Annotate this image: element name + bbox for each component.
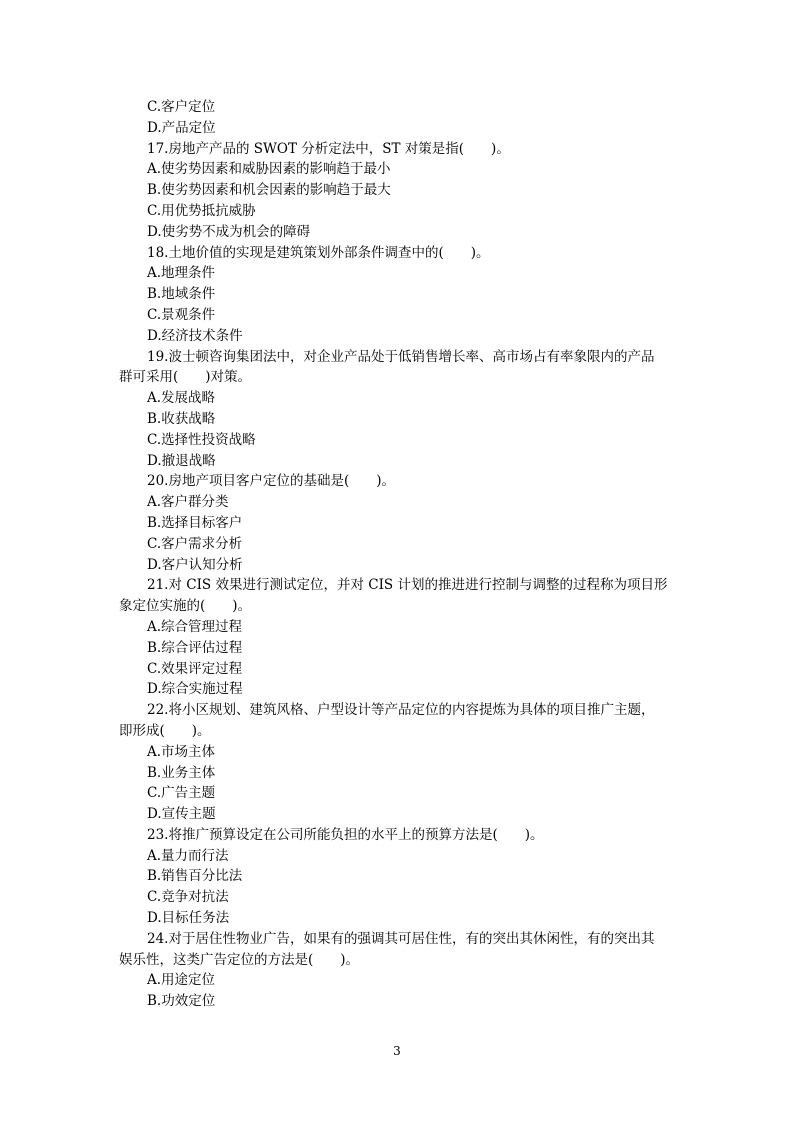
option-line: B.使劣势因素和机会因素的影响趋于最大 (147, 182, 391, 199)
option-line: B.收获战略 (147, 410, 216, 427)
option-line: B.功效定位 (147, 993, 216, 1010)
question-block (119, 575, 679, 700)
question-block (119, 243, 679, 347)
page-number: 3 (393, 1044, 401, 1058)
option-line: D.经济技术条件 (147, 327, 243, 344)
option-line: D.产品定位 (147, 119, 216, 136)
option-line: C.用优势抵抗威胁 (147, 202, 256, 219)
question-text: 19.波士顿咨询集团法中，对企业产品处于低销售增长率、高市场占有率象限内的产品 (147, 348, 655, 365)
option-line: C.客户定位 (147, 99, 216, 115)
option-line: A.发展战略 (147, 390, 216, 407)
option-line: A.使劣势因素和威胁因素的影响趋于最小 (147, 161, 391, 178)
question-block (119, 825, 679, 929)
question-text-continued: 群可采用( )对策。 (119, 369, 252, 386)
question-text: 22.将小区规划、建筑风格、户型设计等产品定位的内容提炼为具体的项目推广主题， (147, 702, 655, 719)
question-block (119, 139, 679, 243)
question-block (119, 700, 679, 825)
option-line: D.目标任务法 (147, 910, 230, 927)
question-text: 18.土地价值的实现是建筑策划外部条件调查中的( )。 (147, 244, 490, 261)
option-line: C.竞争对抗法 (147, 889, 229, 906)
option-line: D.综合实施过程 (147, 681, 243, 698)
question-text: 23.将推广预算设定在公司所能负担的水平上的预算方法是( )。 (147, 826, 544, 843)
option-line: A.量力而行法 (147, 847, 229, 864)
option-line: C.广告主题 (147, 785, 216, 802)
question-block (119, 929, 679, 1012)
question-text: 20.房地产项目客户定位的基础是( )。 (147, 473, 396, 490)
question-block (119, 471, 679, 575)
question-text-continued: 象定位实施的( )。 (119, 598, 252, 615)
option-line: D.客户认知分析 (147, 556, 243, 573)
option-line: C.效果评定过程 (147, 660, 243, 677)
question-text: 24.对于居住性物业广告，如果有的强调其可居住性，有的突出其休闲性，有的突出其 (147, 930, 655, 947)
question-text: 17.房地产产品的 SWOT 分析定法中，ST 对策是指( )。 (147, 140, 510, 157)
document-body (119, 97, 679, 1012)
option-line: D.撤退战略 (147, 452, 216, 469)
option-line: C.选择性投资战略 (147, 431, 256, 448)
option-line: A.综合管理过程 (147, 618, 243, 635)
option-line: A.客户群分类 (147, 494, 229, 511)
option-line: A.市场主体 (147, 743, 216, 760)
question-text: 21.对 CIS 效果进行测试定位，并对 CIS 计划的推进进行控制与调整的过程称为项目形 (147, 577, 668, 594)
option-line: A.用途定位 (147, 972, 216, 989)
option-line: B.地域条件 (147, 286, 216, 303)
option-line: B.选择目标客户 (147, 514, 243, 531)
option-line: C.客户需求分析 (147, 535, 243, 552)
question-text-continued: 娱乐性，这类广告定位的方法是( )。 (119, 951, 360, 968)
option-line: A.地理条件 (147, 265, 216, 282)
question-text-continued: 即形成( )。 (119, 722, 211, 739)
option-line: D.宣传主题 (147, 806, 216, 823)
option-line: C.景观条件 (147, 306, 216, 323)
option-line: D.使劣势不成为机会的障碍 (147, 223, 311, 240)
option-line: B.综合评估过程 (147, 639, 243, 656)
option-line: B.业务主体 (147, 764, 216, 781)
question-block (119, 347, 679, 472)
option-line: B.销售百分比法 (147, 868, 243, 885)
